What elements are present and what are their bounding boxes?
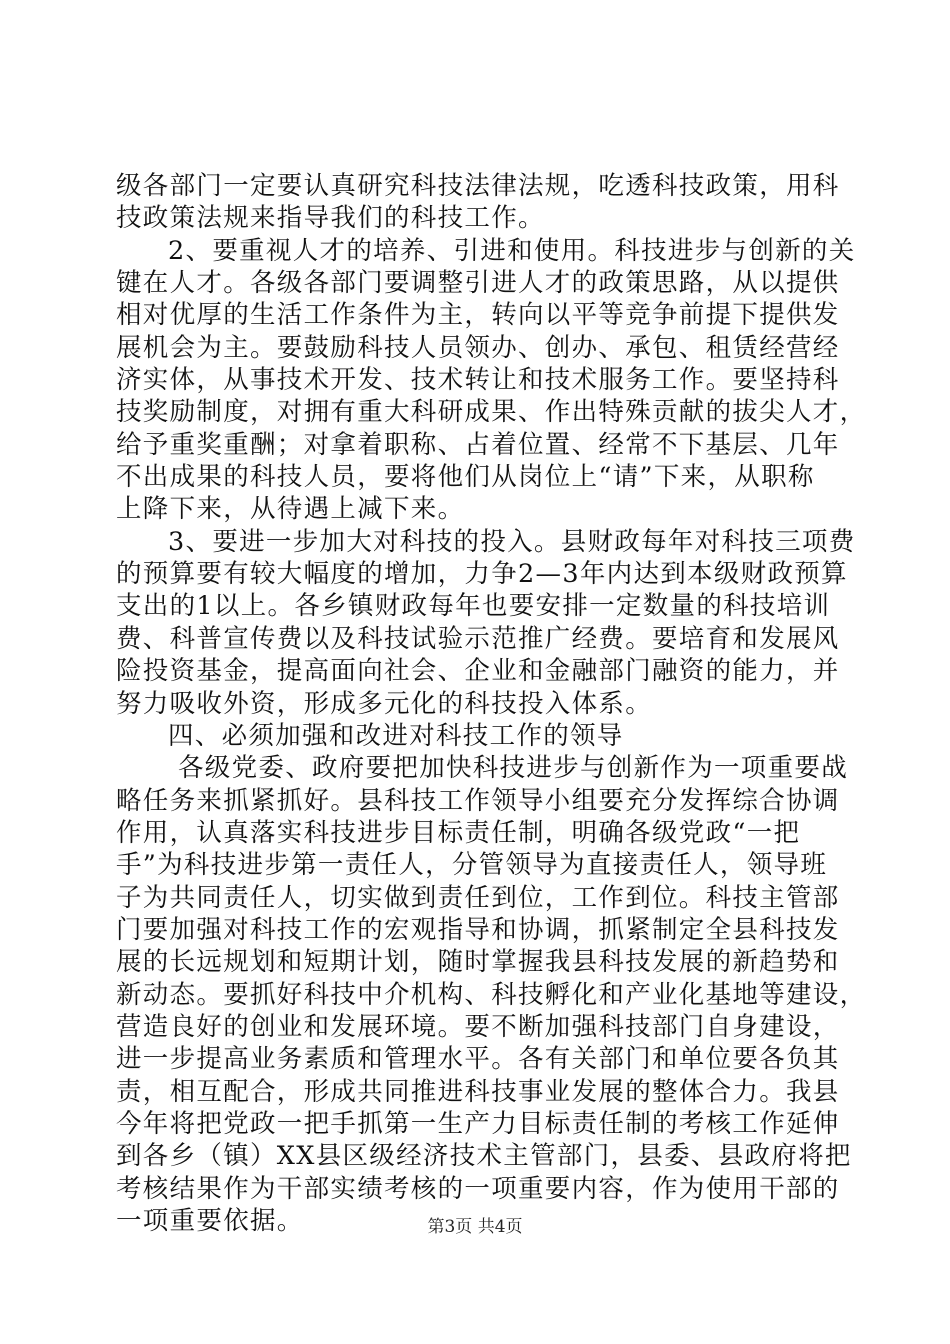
body-text-line: 险投资基金，提高面向社会、企业和金融部门融资的能力，并 bbox=[116, 656, 840, 687]
body-text-line: 不出成果的科技人员，要将他们从岗位上“请”下来，从职称 bbox=[116, 462, 815, 493]
body-text-line: 子为共同责任人，切实做到责任到位，工作到位。科技主管部 bbox=[116, 882, 840, 913]
body-text-line: 一项重要依据。 bbox=[116, 1206, 304, 1236]
body-text-line: 展机会为主。要鼓励科技人员领办、创办、承包、租赁经营经 bbox=[116, 332, 840, 363]
body-text-line: 今年将把党政一把手抓第一生产力目标责任制的考核工作延伸 bbox=[116, 1108, 840, 1139]
body-text-line: 济实体，从事技术开发、技术转让和技术服务工作。要坚持科 bbox=[116, 365, 840, 396]
body-text-line: 门要加强对科技工作的宏观指导和协调，抓紧制定全县科技发 bbox=[116, 914, 840, 945]
body-text-line: 相对优厚的生活工作条件为主，转向以平等竞争前提下提供发 bbox=[116, 300, 840, 331]
section-item-2-first-line: 2、要重视人才的培养、引进和使用。科技进步与创新的关 bbox=[168, 235, 856, 266]
body-text-line: 到各乡（镇）XX县区级经济技术主管部门，县委、县政府将把 bbox=[116, 1141, 852, 1172]
body-text-line: 努力吸收外资，形成多元化的科技投入体系。 bbox=[116, 688, 653, 719]
body-text-line: 给予重奖重酬；对拿着职称、占着位置、经常不下基层、几年 bbox=[116, 429, 840, 460]
paragraph-first-line: 各级党委、政府要把加快科技进步与创新作为一项重要战 bbox=[178, 753, 849, 784]
body-text-line: 支出的1以上。各乡镇财政每年也要安排一定数量的科技培训 bbox=[116, 591, 831, 622]
body-text-line: 略任务来抓紧抓好。县科技工作领导小组要充分发挥综合协调 bbox=[116, 785, 840, 816]
body-text-line: 新动态。要抓好科技中介机构、科技孵化和产业化基地等建设， bbox=[116, 979, 867, 1010]
document-body bbox=[116, 170, 867, 1237]
body-text-line: 级各部门一定要认真研究科技法律法规，吃透科技政策，用科 bbox=[116, 171, 840, 201]
body-text-line: 手”为科技进步第一责任人，分管领导为直接责任人，领导班 bbox=[116, 850, 828, 881]
page-number-footer: 第3页 共4页 bbox=[427, 1217, 523, 1237]
body-text-line: 进一步提高业务素质和管理水平。各有关部门和单位要各负其 bbox=[116, 1044, 840, 1075]
body-text-line: 营造良好的创业和发展环境。要不断加强科技部门自身建设， bbox=[116, 1011, 840, 1042]
body-text-line: 责，相互配合，形成共同推进科技事业发展的整体合力。我县 bbox=[116, 1076, 840, 1107]
body-text-line: 作用，认真落实科技进步目标责任制，明确各级党政“一把 bbox=[116, 817, 801, 848]
body-text-line: 技奖励制度，对拥有重大科研成果、作出特殊贡献的拔尖人才， bbox=[116, 397, 867, 428]
section-item-3-first-line: 3、要进一步加大对科技的投入。县财政每年对科技三项费 bbox=[168, 526, 856, 557]
body-text-line: 键在人才。各级各部门要调整引进人才的政策思路，从以提供 bbox=[116, 268, 840, 299]
body-text-line: 考核结果作为干部实绩考核的一项重要内容，作为使用干部的 bbox=[116, 1173, 840, 1204]
body-text-line: 的预算要有较大幅度的增加，力争2—3年内达到本级财政预算 bbox=[116, 559, 848, 590]
body-text-line: 上降下来，从待遇上减下来。 bbox=[116, 494, 465, 525]
body-text-line: 费、科普宣传费以及科技试验示范推广经费。要培育和发展风 bbox=[116, 623, 840, 654]
section-heading-4: 四、必须加强和改进对科技工作的领导 bbox=[168, 720, 624, 751]
body-text-line: 展的长远规划和短期计划，随时掌握我县科技发展的新趋势和 bbox=[116, 947, 840, 978]
body-text-line: 技政策法规来指导我们的科技工作。 bbox=[116, 203, 545, 234]
